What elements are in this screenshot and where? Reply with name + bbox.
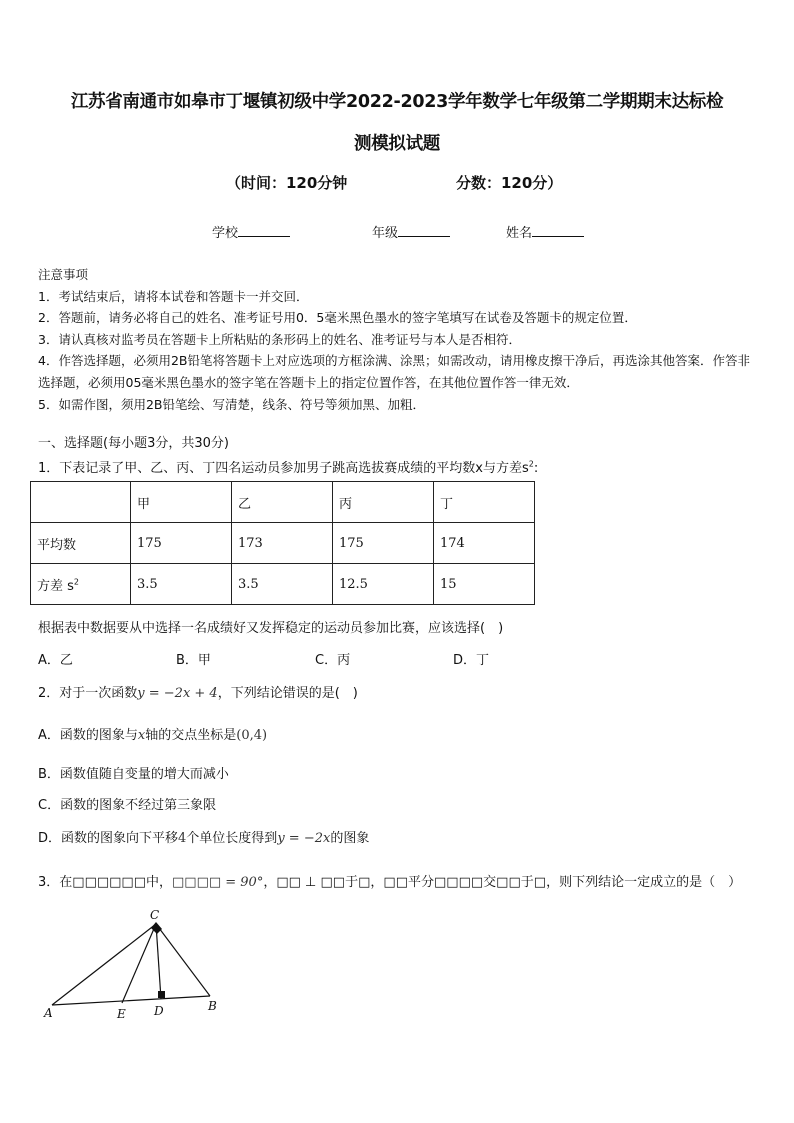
q2-option-c[interactable]: C．函数的图象不经过第三象限 <box>38 798 217 813</box>
exam-title-line1: 江苏省南通市如皋市丁堰镇初级中学2022-2023学年数学七年级第二学期期末达标检 <box>70 92 724 112</box>
table-header-cell: 丙 <box>333 482 434 523</box>
q2-option-a[interactable]: A．函数的图象与x轴的交点坐标是(0,4) <box>38 728 268 743</box>
label-e: E <box>117 1007 126 1020</box>
side-ab <box>52 996 210 1005</box>
school-blank[interactable] <box>238 223 290 237</box>
name-label: 姓名 <box>506 226 533 241</box>
label-c: C <box>150 908 160 922</box>
notes-section <box>38 264 760 415</box>
exam-title-line2: 测模拟试题 <box>354 134 440 154</box>
grade-field[interactable] <box>372 222 450 241</box>
table-header-cell: 乙 <box>232 482 333 523</box>
q2-stem: 2．对于一次函数y = −2x + 4，下列结论错误的是( ) <box>38 686 358 701</box>
label-d: D <box>154 1004 164 1018</box>
side-cb <box>156 924 210 996</box>
q1-question: 根据表中数据要从中选择一名成绩好又发挥稳定的运动员参加比赛，应该选择( ) <box>38 621 504 636</box>
table-cell: 173 <box>232 523 333 564</box>
table-header-cell: 甲 <box>131 482 232 523</box>
table-cell: 175 <box>131 523 232 564</box>
table-row <box>31 523 535 564</box>
note-item: 5．如需作图，须用2B铅笔绘、写清楚，线条、符号等须加黑、加粗． <box>38 396 425 412</box>
q2-option-d[interactable]: D．函数的图象向下平移4个单位长度得到y = −2x的图象 <box>38 831 370 846</box>
q1-stem: 1．下表记录了甲、乙、丙、丁四名运动员参加男子跳高选拔赛成绩的平均数x与方差$s^2$: <box>38 459 539 476</box>
label-a: A <box>44 1006 53 1020</box>
note-item: 2．答题前，请务必将自己的姓名、准考证号用0．5毫米黑色墨水的签字笔填写在试卷及答题卡的规定位置． <box>38 310 637 326</box>
row-label: 方差 $s^2$ <box>31 564 131 605</box>
table-cell: 175 <box>333 523 434 564</box>
school-label: 学校 <box>212 226 239 241</box>
table-cell: 174 <box>434 523 535 564</box>
table-cell: 3.5 <box>131 564 232 605</box>
grade-blank[interactable] <box>398 223 450 237</box>
q1-table <box>30 481 535 605</box>
time-info: （时间：120分钟 <box>226 174 348 192</box>
school-field[interactable] <box>212 222 290 241</box>
segment-cd <box>156 924 161 999</box>
table-cell: 15 <box>434 564 535 605</box>
table-header-cell: 丁 <box>434 482 535 523</box>
q1-option-a[interactable]: A．乙 <box>38 653 73 668</box>
q2-formula: y = −2x + 4 <box>137 686 218 701</box>
right-angle-marker-d <box>158 991 165 998</box>
note-item: 1．考试结束后，请将本试卷和答题卡一并交回． <box>38 288 309 304</box>
grade-label: 年级 <box>372 226 399 241</box>
table-header-row <box>31 482 535 523</box>
side-ac <box>52 924 156 1005</box>
score-info: 分数：120分） <box>456 174 563 192</box>
q1-option-d[interactable]: D．丁 <box>453 653 490 668</box>
q1-option-b[interactable]: B．甲 <box>176 653 211 668</box>
triangle-figure <box>38 905 228 1020</box>
q1-option-c[interactable]: C．丙 <box>315 653 351 668</box>
table-cell: 12.5 <box>333 564 434 605</box>
table-cell: 3.5 <box>232 564 333 605</box>
notes-heading: 注意事项 <box>38 267 89 282</box>
note-item: 3．请认真核对监考员在答题卡上所粘贴的条形码上的姓名、准考证号与本人是否相符． <box>38 331 521 347</box>
row-label: 平均数 <box>31 523 131 564</box>
table-cell <box>31 482 131 523</box>
q3-stem: 3．在□□□□□□中，□□□□ = 90°，□□ ⊥ □□于□，□□平分□□□□交□□于□，则下列结论一定成立的是（ ） <box>38 875 742 890</box>
name-field[interactable] <box>506 222 584 241</box>
segment-ce <box>122 924 156 1003</box>
table-row <box>31 564 535 605</box>
note-item: 4．作答选择题，必须用2B铅笔将答题卡上对应选项的方框涂满、涂黑；如需改动，请用橡皮擦干净后，再选涂其他答案．作答非选择题，必须用05毫米黑色墨水的签字笔在答题卡上的指定位置作答，在其他位置作答一律无效． <box>38 353 750 390</box>
q2-option-b[interactable]: B．函数值随自变量的增大而减小 <box>38 767 229 782</box>
name-blank[interactable] <box>532 223 584 237</box>
label-b: B <box>208 999 217 1013</box>
section-title: 一、选择题(每小题3分，共30分) <box>38 436 229 451</box>
